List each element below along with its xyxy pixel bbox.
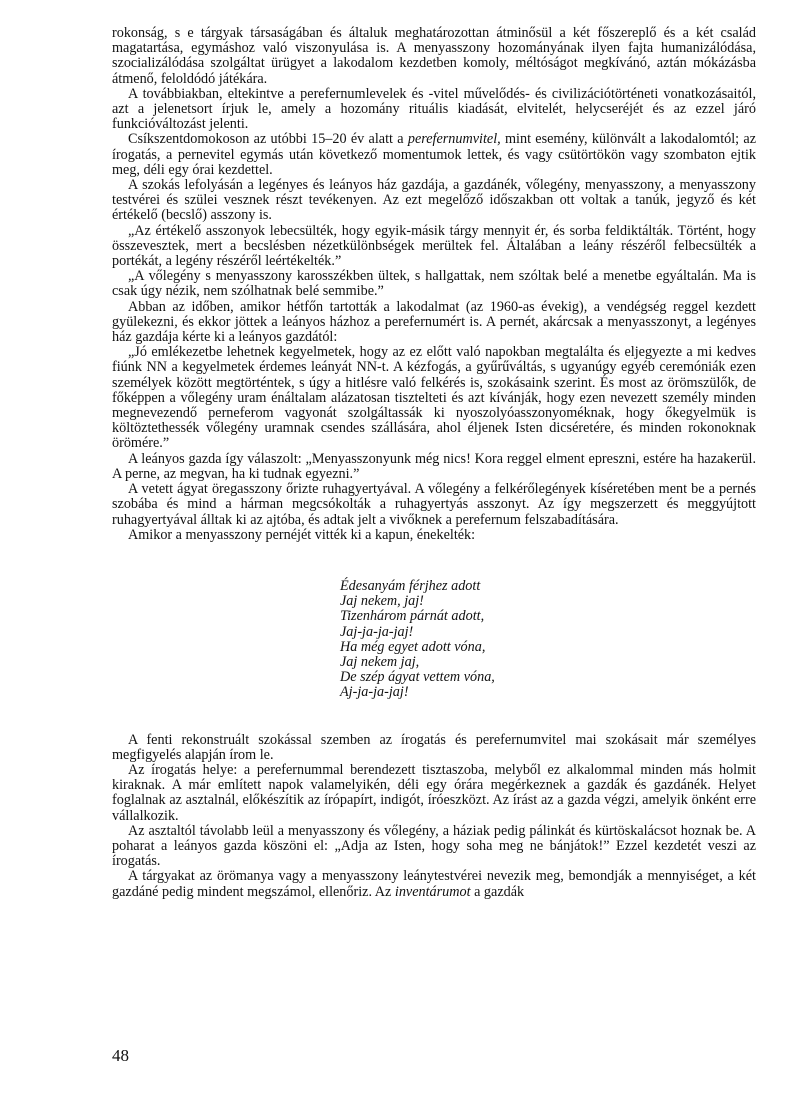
- verse-line: Aj-ja-ja-jaj!: [340, 684, 409, 701]
- paragraph-text: a gazdák: [470, 883, 525, 900]
- paragraph-text: mint esemény, különvált a lakodalomtól; az írogatás, a pernevitel egymás után következő momentumok lettek, és vagy csütörtökön vagy szombaton ejtik meg, déli egy órai kezdettel.: [112, 131, 757, 178]
- emphasized-term: inventárumot: [394, 883, 471, 900]
- page-body: [112, 26, 756, 900]
- paragraph: A leányos gazda így válaszolt: „Menyasszonyunk még nics! Kora reggel elment epreszni, estére ha hazakerül. A perne, az megvan, ha ki tudnak egyezni.”: [112, 450, 756, 482]
- paragraph-text: Csíkszentdomokoson az utóbbi 15–20 év alatt a: [128, 131, 408, 148]
- emphasized-term: perefernumvitel,: [407, 131, 501, 148]
- verse-line: Tizenhárom párnát adott,: [340, 608, 485, 625]
- paragraph: A szokás lefolyásán a legényes és leányos ház gazdája, a gazdánék, vőlegény, menyasszony, a menyasszony testvérei és szülei vesznek részt tevékenyen. Az ezt megelőző időszakban ott voltak a tanúk, jegyző és két értékelő (becslő) asszony is.: [112, 177, 756, 224]
- song-verse: [340, 579, 756, 701]
- paragraph: Amikor a menyasszony pernéjét vitték ki a kapun, énekelték:: [128, 526, 476, 543]
- paragraph: rokonság, s e tárgyak társaságában és általuk meghatározottan átminősül a két főszereplő és a két család magatartása, egymáshoz való viszonyulása is. A menyasszony hozományának ilyen fajta humanizálódása, szocializálódása szolgáltat ürügyet a lakodalom kezdetben komoly, méltóságot megkívánó, aztán mókázásba átmenő, feloldódó játékára.: [112, 25, 756, 87]
- paragraph: „Jó emlékezetbe lehetnek kegyelmetek, hogy az ez előtt való napokban megtalálta és eljegyezte a mi kedves fiúnk NN a kegyelmetek érdemes leányát NN-t. A kézfogás, a gyűrűváltás, s ugyanúgy egyéb ceremóniák ezen személyek között megtörténtek, s úgy a hitlésre való felkérés is, szokásaink szerint. És most az örömszülők, de főképpen a vőlegény uram énáltalam alázatosan tisztelteti és azt kívánják, hogy ezen nevezett személy minden megnevezendő perneferom vagyonát szolgáltassák ki nyoszolyóasszonyoméknak, hogy őkegyelmük is költöztethessék vőlegény uramnak csendes szállására, ahol éljenek Isten dicséretére, és minden rokonoknak örömére.”: [112, 344, 756, 452]
- paragraph: A fenti rekonstruált szokással szemben az írogatás és perefernumvitel mai szokásait már személyes megfigyelés alapján írom le.: [112, 731, 756, 763]
- text-block-top: [112, 26, 756, 543]
- verse-line: Ha még egyet adott vóna,: [340, 638, 486, 655]
- verse-line: Jaj nekem, jaj!: [340, 593, 424, 610]
- paragraph: A továbbiakban, eltekintve a perefernumlevelek és -vitel művelődés- és civilizációtörténeti vonatkozásaitól, azt a jelenetsort írjuk le, amely a hozomány rituális kiadását, elvitelét, helycseréjét és az ezzel járó funkcióváltozást jelenti.: [112, 85, 756, 133]
- verse-line: Jaj-ja-ja-jaj!: [340, 623, 414, 640]
- paragraph-text: A tárgyakat az örömanya vagy a menyasszony leánytestvérei nevezik meg, bemondják a mennyiséget, a két gazdáné pedig mindent megszámol, ellenőriz. Az: [112, 868, 756, 900]
- paragraph: [112, 132, 756, 178]
- paragraph: [112, 869, 756, 899]
- paragraph: Az írogatás helye: a perefernummal berendezett tisztaszoba, melyből ez alkalommal minden más holmit kiraknak. A már említett napok valamelyikén, déli egy órára megérkeznek a gazdák és gazdánék. Helyet foglalnak az asztalnál, előkészítik az írópapírt, indigót, íróeszközt. Az írást az a gazda végzi, amelyik önként erre vállalkozik.: [112, 761, 756, 824]
- paragraph: „A vőlegény s menyasszony karosszékben ültek, s hallgattak, nem szóltak belé a menetbe egyáltalán. Ma is csak úgy nézik, nem szólhatnak belé semmibe.”: [112, 268, 756, 300]
- text-block-bottom: [112, 733, 756, 900]
- paragraph: Abban az időben, amikor hétfőn tartották a lakodalmat (az 1960-as évekig), a vendégség reggel kezdett gyülekezni, és ekkor jöttek a leányos házhoz a perefernumért is. A pernét, akárcsak a menyasszonyt, a legényes ház gazdája kérte ki a leányos gazdától:: [112, 298, 756, 346]
- paragraph: Az asztaltól távolabb leül a menyasszony és vőlegény, a háziak pedig pálinkát és kürtöskalácsot hoznak be. A poharat a leányos gazda köszöni el: „Adja az Isten, hogy soha meg ne bánjátok!” Ezzel kezdetét veszi az írogatás.: [112, 822, 756, 870]
- paragraph: A vetett ágyat öregasszony őrizte ruhagyertyával. A vőlegény a felkérőlegények kíséretében ment be a pernés szobába és mind a hárman megcsókolták a ruhagyertyás asszonyt. Az így megszerzett és meggyújtott ruhagyertyával álltak ki az ajtóba, és adtak jelt a vivőknek a perefernum felszabadítására.: [112, 481, 756, 528]
- verse-line: Jaj nekem jaj,: [340, 653, 420, 670]
- verse-line: Édesanyám férjhez adott: [340, 577, 481, 594]
- page-number: 48: [112, 1046, 129, 1065]
- paragraph: „Az értékelő asszonyok lebecsülték, hogy egyik-másik tárgy mennyit ér, és sorba feldiktálták. Történt, hogy összevesztek, mert a becslésben nézetkülönbségek merültek fel. Általában a leány részéről felbecsülték a portékát, a legény részéről leértékelték.”: [112, 222, 756, 270]
- verse-line: De szép ágyat vettem vóna,: [340, 669, 495, 686]
